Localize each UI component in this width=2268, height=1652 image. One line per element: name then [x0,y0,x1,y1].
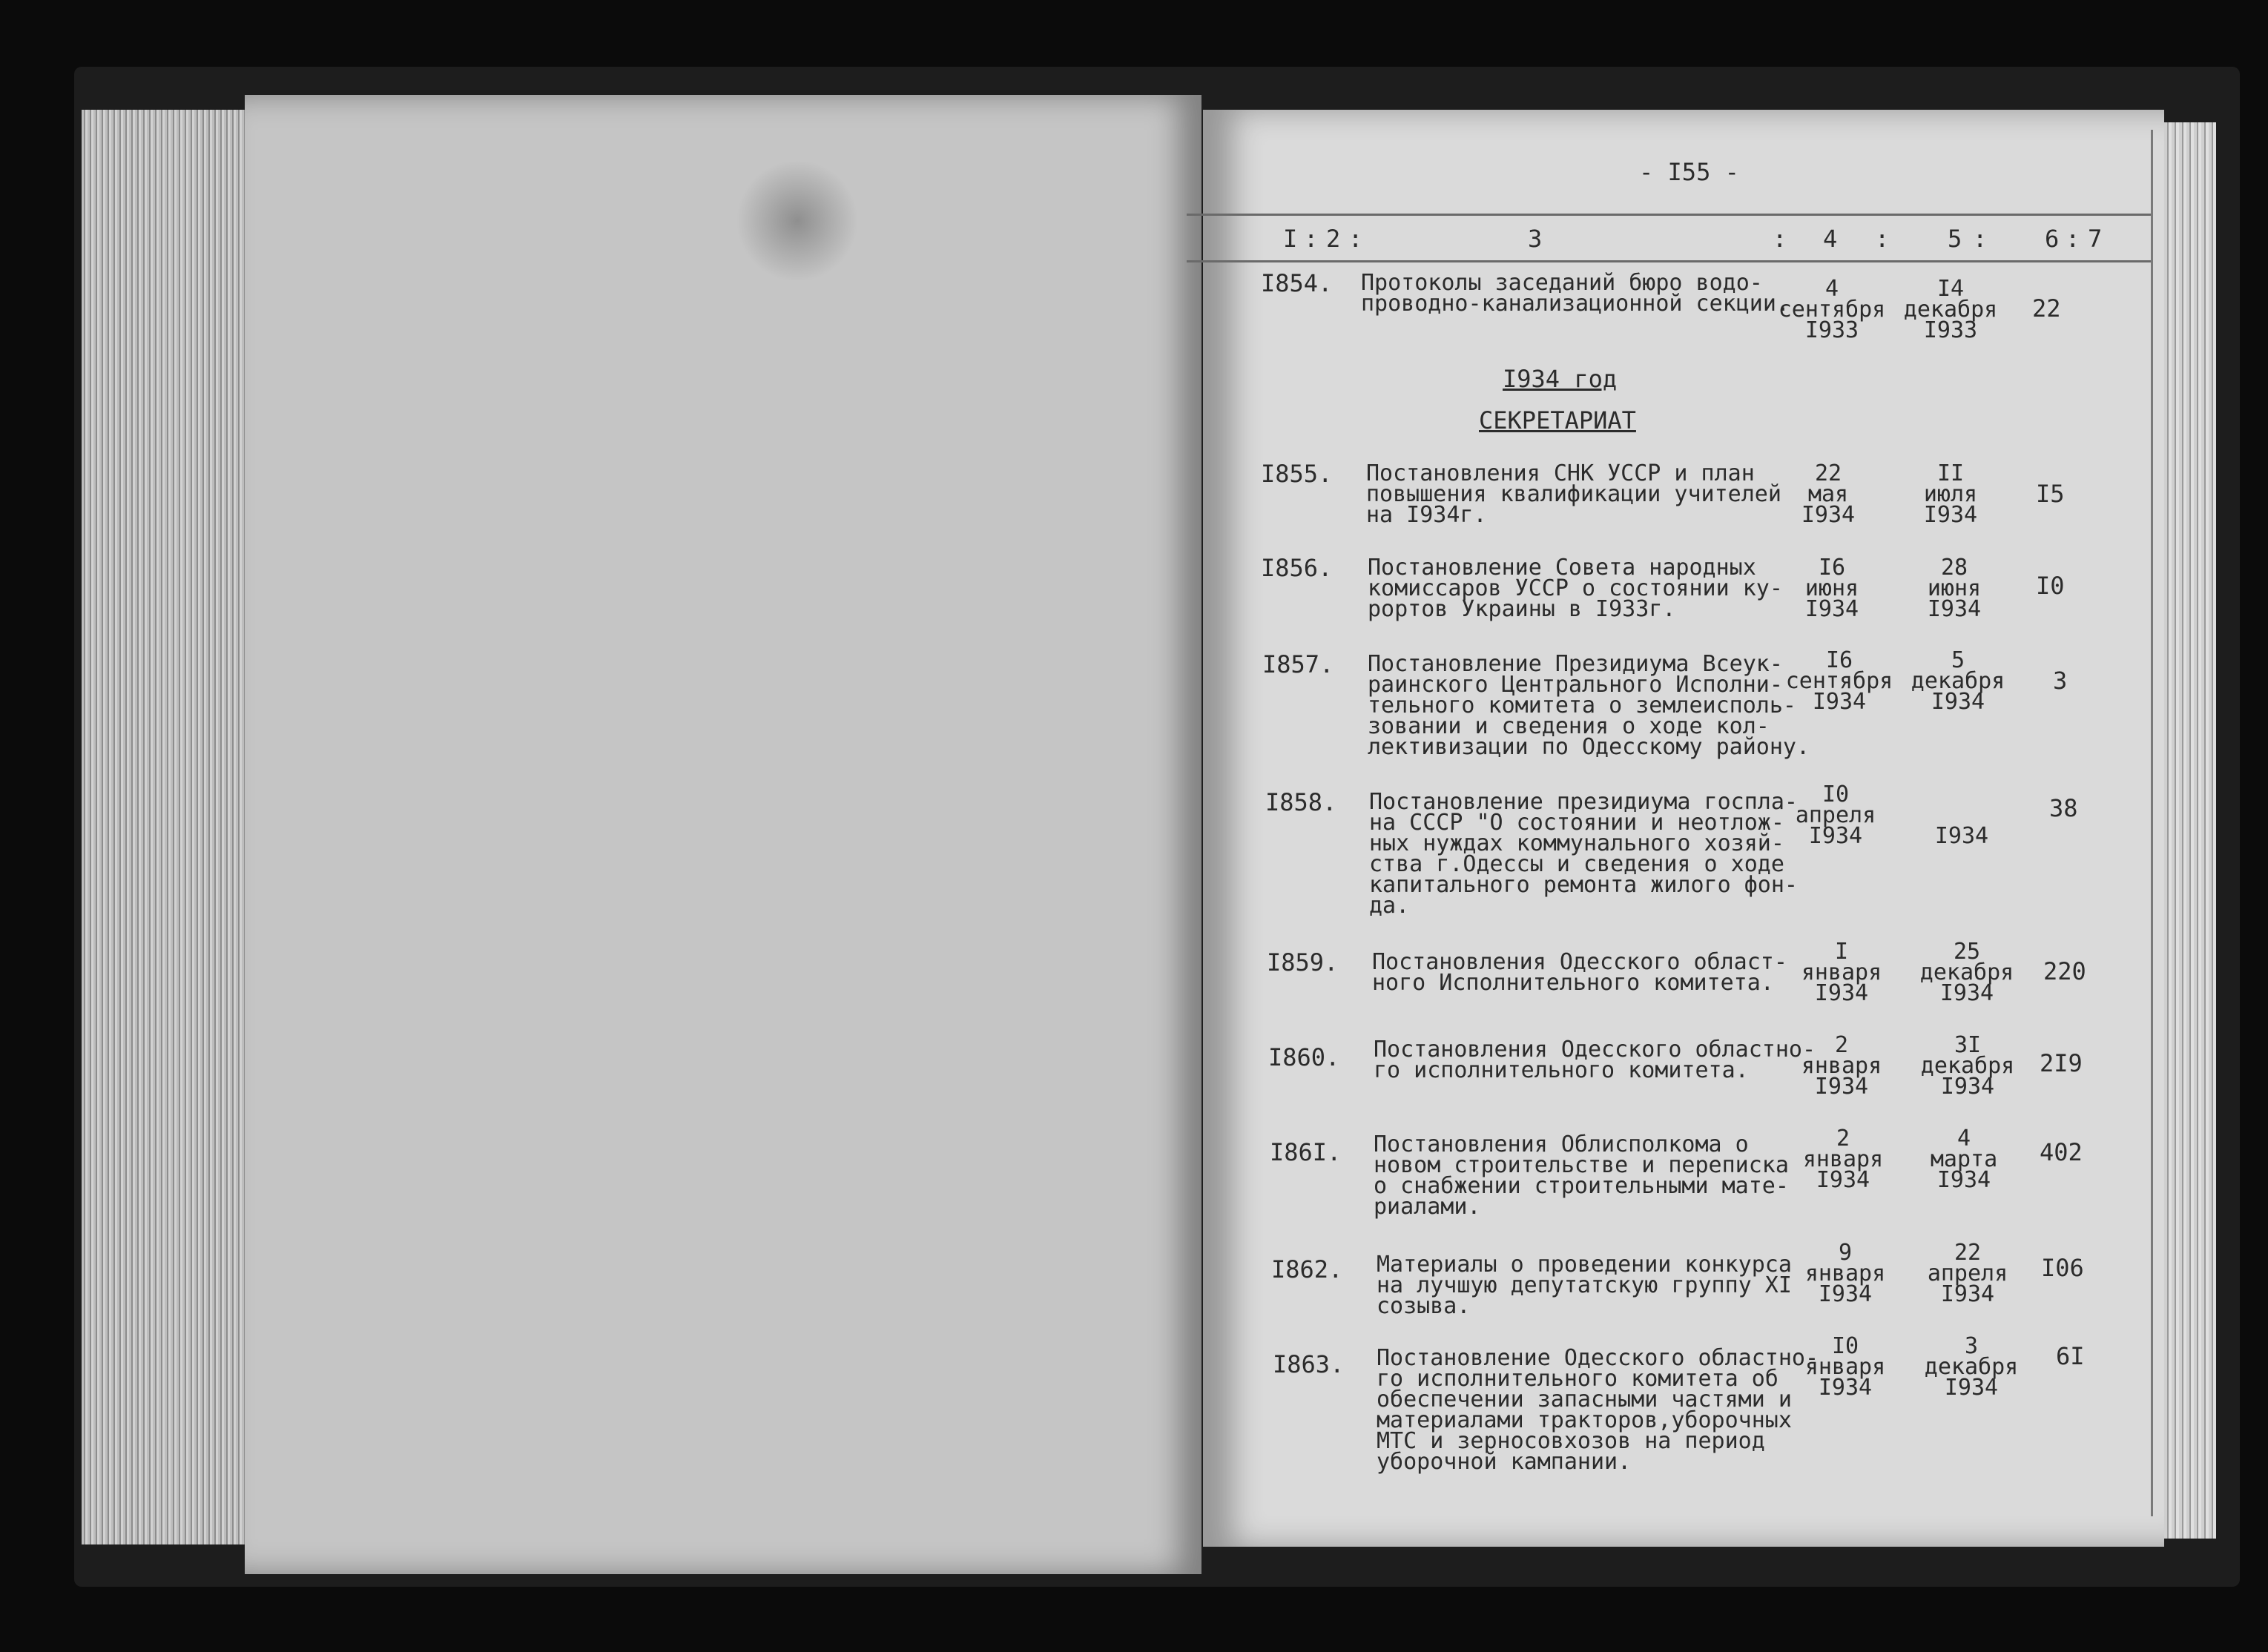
record-sheet-count: 3 [2053,667,2068,695]
record-title: Постановления Одесского областно- го исполнительного комитета. [1374,1037,1816,1083]
record-end-date: 22 апреля I934 [1927,1240,2008,1307]
record-start-date: 9 января I934 [1804,1240,1886,1307]
record-start-date: 4 сентября I933 [1778,276,1886,343]
record-start-date: I января I934 [1801,939,1882,1006]
column-number: 3 [1528,225,1543,253]
record-title: Постановления СНК УССР и план повышения квалификации учителей на I934г. [1366,460,1781,528]
column-number: 6 [2045,225,2060,253]
record-sheet-count: I0 [2036,572,2065,600]
column-separator: : [1304,225,1319,253]
column-number: 2 [1326,225,1341,253]
record-number: I863. [1273,1350,1345,1378]
record-sheet-count: I5 [2036,480,2065,508]
record-title: Постановления Облисполкома о новом строительстве и переписка о снабжении строительными мате- риалами. [1374,1131,1789,1220]
column-separator: : [1348,225,1363,253]
record-sheet-count: 402 [2040,1138,2083,1166]
page-edges-left [82,110,260,1544]
record-number: I858. [1265,788,1337,816]
record-number: I860. [1268,1043,1340,1071]
record-start-date: I0 апреля I934 [1795,782,1876,849]
record-number: I862. [1271,1255,1343,1283]
year-heading: I934 год [1503,365,1618,393]
record-sheet-count: 22 [2032,294,2061,323]
record-sheet-count: 38 [2049,794,2078,822]
column-number: 7 [2088,225,2103,253]
record-number: I855. [1261,460,1333,488]
record-end-date: 5 декабря I934 [1911,647,2005,715]
column-separator: : [1875,225,1890,253]
record-end-date: 3I декабря I934 [1920,1032,2015,1100]
record-number: I859. [1267,948,1339,977]
left-page [245,95,1201,1574]
record-end-date: 4 марта I934 [1930,1126,1998,1193]
record-start-date: I6 июня I934 [1804,555,1859,622]
section-heading: СЕКРЕТАРИАТ [1479,406,1636,435]
record-title: Материалы о проведении конкурса на лучшую депутатскую группу XI созыва. [1377,1252,1792,1319]
record-start-date: 22 мая I934 [1801,460,1856,528]
record-number: I86I. [1270,1138,1342,1166]
record-title: Постановления Одесского област- ного Исполнительного комитета. [1372,949,1787,996]
column-separator: : [2066,225,2080,253]
record-title: Постановление Совета народных комиссаров УССР о состоянии ку- рортов Украины в I933г. [1368,555,1783,622]
record-start-date: 2 января I934 [1802,1126,1884,1193]
record-start-date: I6 сентября I934 [1785,647,1893,715]
record-sheet-count: 220 [2043,957,2086,985]
record-number: I856. [1261,554,1333,582]
record-number: I857. [1262,650,1334,678]
column-separator: : [1973,225,1988,253]
margin-line [2151,130,2153,1516]
record-title: Постановление Президиума Всеук- раинского Центрального Исполни- тельного комитета о землеисполь- зовании и сведения о ходе кол- лективизации по Одесскому району. [1368,651,1810,760]
record-end-date: 3 декабря I934 [1924,1333,2019,1401]
record-title: Постановление президиума госпла- на СССР "О состоянии и неотлож- ных нуждах коммунального хозяй- ства г.Одессы и сведения о ходе капитального ремонта жилого фон- да. [1369,789,1798,919]
record-end-date: 25 декабря I934 [1919,939,2014,1006]
record-title: Постановление Одесского областно- го исполнительного комитета об обеспечении запасными частями и материалами тракторов,уборочных МТС и зерносовхозов на период уборочной кампании. [1377,1345,1819,1475]
stain [734,162,860,280]
record-end-date: I4 декабря I933 [1903,276,1998,343]
record-sheet-count: 6I [2056,1342,2085,1370]
record-end-date: I934 [1934,823,1989,849]
column-number: 5 [1948,225,1962,253]
record-sheet-count: I06 [2041,1254,2084,1282]
record-number: I854. [1261,269,1333,297]
record-start-date: 2 января I934 [1801,1032,1882,1100]
record-title: Протоколы заседаний бюро водо- проводно-канализационной секции. [1361,270,1790,317]
column-separator: : [1773,225,1787,253]
column-number: 4 [1823,225,1838,253]
column-header [1187,214,2151,262]
page-number: - I55 - [1639,158,1739,186]
record-sheet-count: 2I9 [2040,1049,2083,1077]
page-edges-right [2164,122,2216,1539]
column-number: I [1283,225,1298,253]
record-end-date: II июля I934 [1923,460,1978,528]
record-start-date: I0 января I934 [1804,1333,1886,1401]
record-end-date: 28 июня I934 [1927,555,1982,622]
